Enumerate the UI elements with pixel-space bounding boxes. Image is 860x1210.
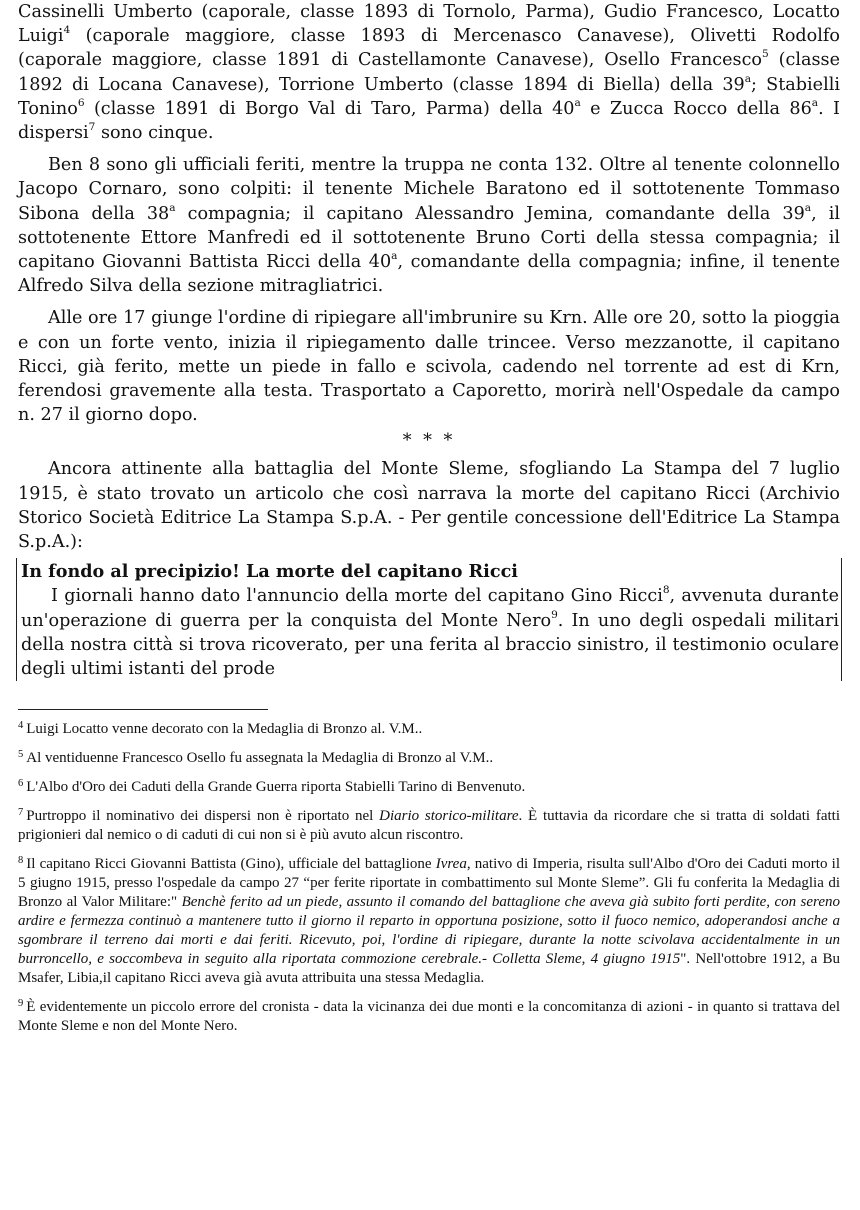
document-page xyxy=(18,0,840,1046)
quoted-article xyxy=(16,558,842,681)
footnote-text: Il capitano Ricci Giovanni Battista (Gino), ufficiale del battaglione xyxy=(26,856,436,873)
footnote-8 xyxy=(18,855,840,988)
footnote-ref-9[interactable]: 9 xyxy=(551,608,558,621)
footnotes xyxy=(18,720,840,1036)
footnote-text: Al ventiduenne Francesco Osello fu assegnata la Medaglia di Bronzo al V.M.. xyxy=(26,750,494,767)
footnote-5 xyxy=(18,749,840,768)
paragraph-casualties-list xyxy=(18,0,840,145)
footnote-italic-title: Diario storico-militare xyxy=(379,808,519,825)
text-run: Cassinelli Umberto (caporale, classe 1893 di Tornolo, Parma), Gudio Francesco, Locatto Luigi xyxy=(18,2,840,47)
main-text xyxy=(18,0,840,681)
text-run: . I dispersi xyxy=(18,98,841,144)
text-run: e Zucca Rocco della 86 xyxy=(580,98,812,119)
footnote-text: Luigi Locatto venne decorato con la Medaglia di Bronzo al. V.M.. xyxy=(26,721,423,738)
ordinal-suffix: a xyxy=(811,96,819,109)
ordinal-suffix: a xyxy=(391,250,398,263)
footnote-text: . È tuttavia da ricordare che si tratta di soldati fatti prigionieri dal nemico o di caduti di cui non si è più avuto alcun riscontro. xyxy=(18,808,841,844)
text-run: , il sottotenente Ettore Manfredi ed il sottotenente Bruno Corti della stessa compagnia; il capitano Giovanni Battista Ricci della 40 xyxy=(18,203,840,273)
text-run: compagnia; il capitano Alessandro Jemina, comandante della 39 xyxy=(175,203,805,224)
text-run: I giornali hanno dato l'annuncio della morte del capitano Gino Ricci xyxy=(51,586,663,607)
text-run: (classe 1891 di Borgo Val di Taro, Parma) della 40 xyxy=(84,98,575,119)
footnote-ref-5[interactable]: 5 xyxy=(762,48,769,61)
footnote-number: 6 xyxy=(18,778,24,790)
footnote-7 xyxy=(18,807,840,845)
footnote-number: 7 xyxy=(18,807,24,819)
paragraph-la-stampa-intro: Ancora attinente alla battaglia del Monte Sleme, sfogliando La Stampa del 7 luglio 1915, è stato trovato un articolo che così narrava la morte del capitano Ricci (Archivio Storico Società Editrice La Stampa S.p.A. - Per gentile concessione dell'Editrice La Stampa S.p.A.): xyxy=(18,459,840,553)
footnote-6 xyxy=(18,778,840,797)
text-run: , comandante della compagnia; infine, il tenente Alfredo Silva della sezione mitragliatrici. xyxy=(18,252,840,297)
text-run: (caporale maggiore, classe 1893 di Mercenasco Canavese), Olivetti Rodolfo (caporale maggiore, classe 1891 di Castellamonte Canavese), Osello Francesco xyxy=(18,26,840,71)
footnote-number: 8 xyxy=(18,855,24,867)
paragraph-wounded-officers xyxy=(18,153,840,298)
footnote-ref-6[interactable]: 6 xyxy=(77,96,85,109)
section-separator: * * * xyxy=(402,431,456,452)
text-run: (classe 1892 di Locana Canavese), Torrione Umberto (classe 1894 di Biella) della 39 xyxy=(18,50,840,95)
footnote-ref-7[interactable]: 7 xyxy=(88,121,96,134)
footnote-divider xyxy=(18,709,268,710)
footnote-text: , nativo di Imperia, risulta sull'Albo d'Oro dei Caduti morto il 5 giugno 1915, presso l'ospedale da campo 27 “per ferite riportate in combattimento sul Monte Sleme”. Gli fu conferita la Medaglia di Bronzo al Valor Militare:" xyxy=(18,856,841,911)
footnote-9 xyxy=(18,998,840,1036)
text-run: . In uno degli ospedali militari della nostra città si trova ricoverato, per una ferita al braccio sinistro, il testimonio oculare degli ultimi istanti del prode xyxy=(21,610,839,680)
ordinal-suffix: a xyxy=(574,96,581,109)
text-run: sono cinque. xyxy=(95,123,214,144)
footnote-italic-citation: Benchè ferito ad un piede, assunto il comando del battaglione che aveva già subito forti perdite, con sereno ardire e fermezza continuò a mantenere tutto il giorno il reparto in opportuna posizione, sotto il fuoco nemico, adoperandosi anche a sgombrare il terreno dai morti e dai feriti. Ricevuto, poi, l'ordine di ripiegare, durante la notte scivolava accidentalmente in un burroncello, e soccombeva in seguito alla riportata commozione cerebrale.- Colletta Sleme, 4 giugno 1915 xyxy=(18,894,840,968)
footnote-text: L'Albo d'Oro dei Caduti della Grande Guerra riporta Stabielli Tarino di Benvenuto. xyxy=(26,779,526,796)
footnote-number: 9 xyxy=(18,998,24,1010)
ordinal-suffix: a xyxy=(169,201,176,214)
footnote-4 xyxy=(18,720,840,739)
article-title: In fondo al precipizio! La morte del capitano Ricci xyxy=(21,561,518,583)
footnote-text: È evidentemente un piccolo errore del cronista - data la vicinanza dei due monti e la concomitanza di azioni - in quanto si trattava del Monte Sleme e non del Monte Nero. xyxy=(18,999,840,1035)
text-run: , avvenuta durante un'operazione di guerra per la conquista del Monte Nero xyxy=(21,586,839,631)
footnote-text: ". Nell'ottobre 1912, a Bu Msafer, Libia,il capitano Ricci aveva già avuta attribuita una stessa Medaglia. xyxy=(18,951,840,987)
text-run: Ben 8 sono gli ufficiali feriti, mentre la truppa ne conta 132. Oltre al tenente colonnello Jacopo Cornaro, sono colpiti: il tenente Michele Baratono ed il sottotenente Tommaso Sibona della 38 xyxy=(18,155,840,224)
footnote-ref-4[interactable]: 4 xyxy=(63,24,71,37)
footnote-text: Purtroppo il nominativo dei dispersi non è riportato nel xyxy=(26,808,380,825)
footnote-italic-name: Ivrea xyxy=(435,856,467,873)
footnote-number: 4 xyxy=(18,720,24,732)
ordinal-suffix: a xyxy=(744,72,752,85)
footnote-ref-8[interactable]: 8 xyxy=(662,584,670,597)
article-body xyxy=(21,584,839,681)
ordinal-suffix: a xyxy=(804,201,812,214)
footnote-number: 5 xyxy=(18,749,24,761)
text-run: ; Stabielli Tonino xyxy=(18,74,840,119)
paragraph-retreat: Alle ore 17 giunge l'ordine di ripiegare all'imbrunire su Krn. Alle ore 20, sotto la pioggia e con un forte vento, inizia il ripiegamento dalle trincee. Verso mezzanotte, il capitano Ricci, già ferito, mette un piede in fallo e scivola, cadendo nel torrente ad est di Krn, ferendosi gravemente alla testa. Trasportato a Caporetto, morirà nell'Ospedale da campo n. 27 il giorno dopo. xyxy=(18,308,840,426)
